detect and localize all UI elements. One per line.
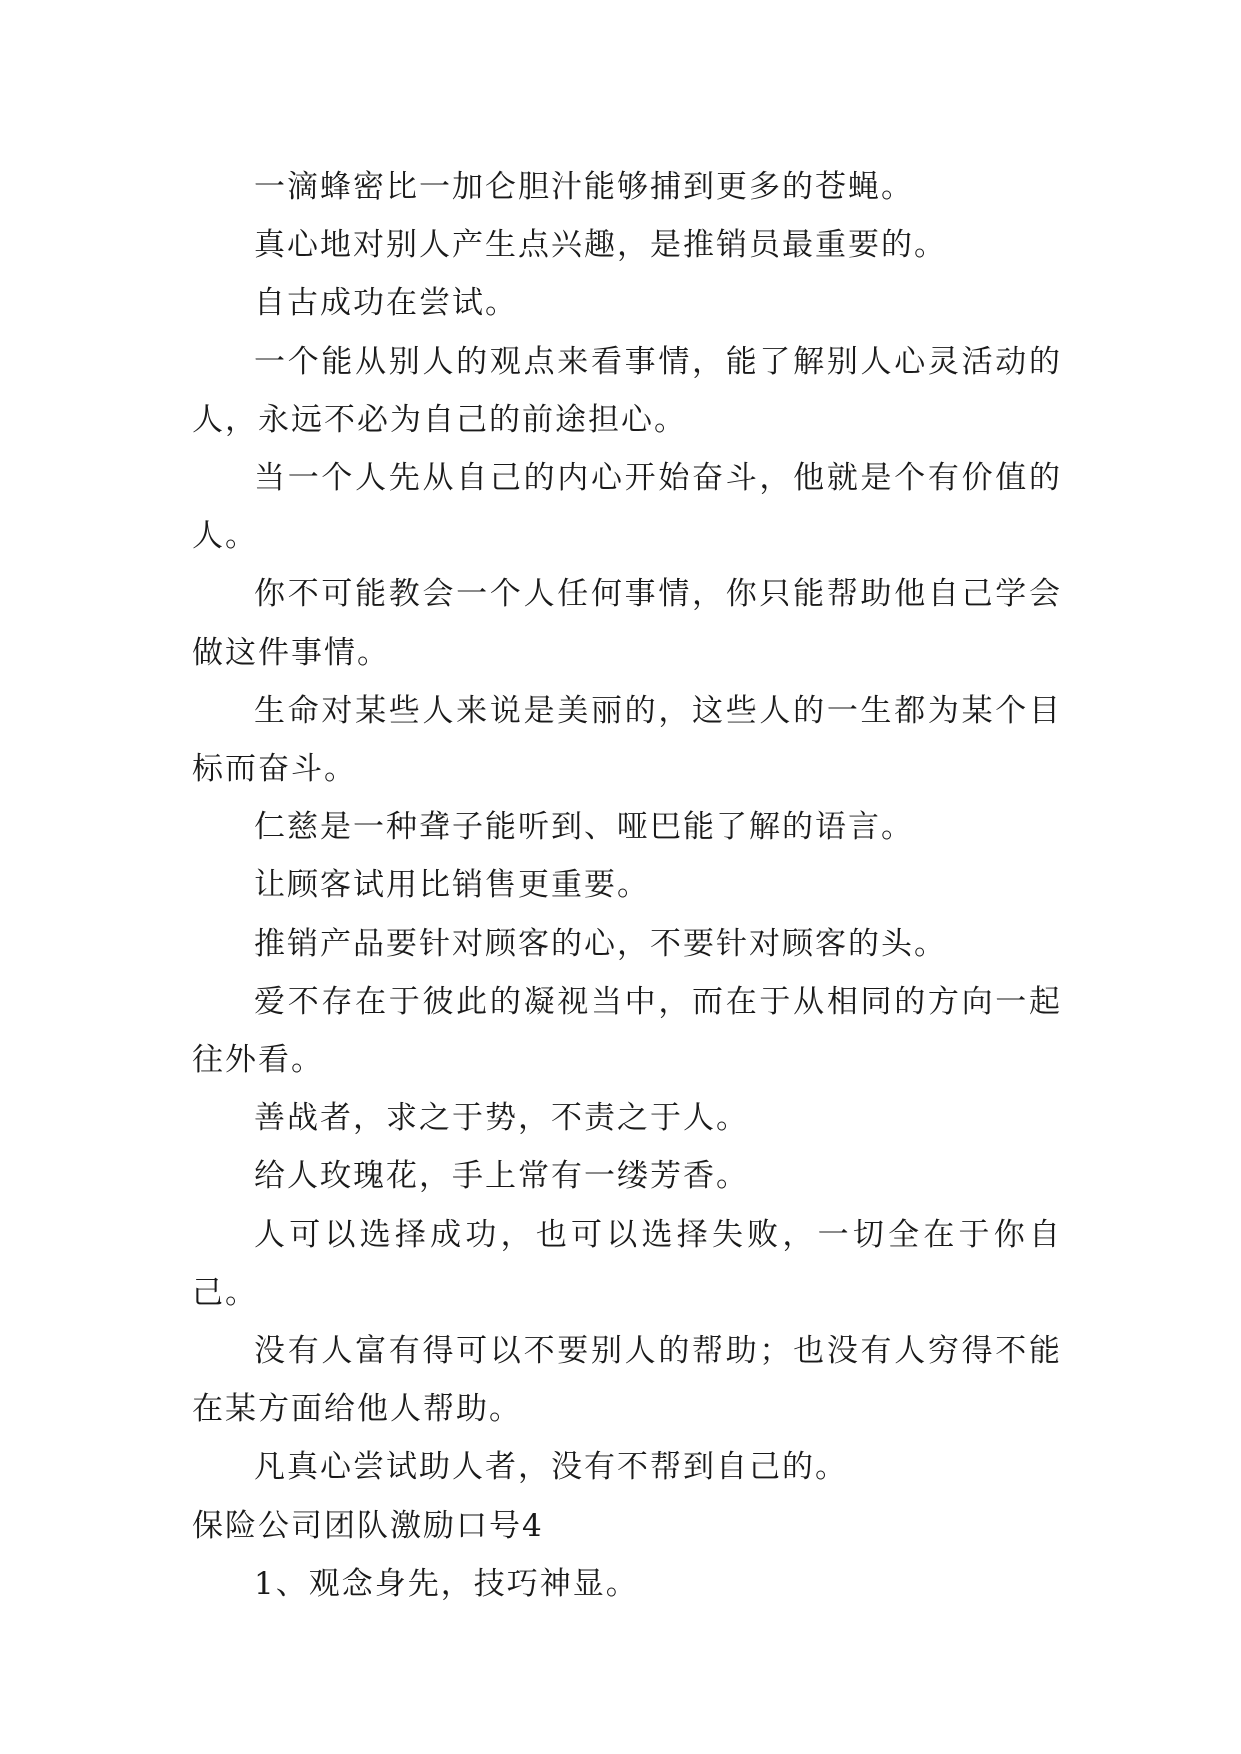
section-heading: 保险公司团队激励口号4 <box>192 1507 544 1544</box>
paragraph: 1、观念身先，技巧神显。 <box>254 1565 639 1602</box>
paragraph: 仁慈是一种聋子能听到、哑巴能了解的语言。 <box>254 809 914 846</box>
paragraph: 生命对某些人来说是美丽的，这些人的一生都为某个目标而奋斗。 <box>192 692 1062 788</box>
paragraph: 自古成功在尝试。 <box>254 285 518 322</box>
paragraph: 让顾客试用比销售更重要。 <box>254 867 650 904</box>
paragraph: 凡真心尝试助人者，没有不帮到自己的。 <box>254 1449 848 1486</box>
paragraph: 善战者，求之于势，不责之于人。 <box>254 1100 749 1137</box>
paragraph: 你不可能教会一个人任何事情，你只能帮助他自己学会做这件事情。 <box>192 576 1062 671</box>
paragraph: 人可以选择成功，也可以选择失败，一切全在于你自己。 <box>192 1216 1062 1311</box>
document-body <box>192 158 1062 1613</box>
paragraph: 给人玫瑰花，手上常有一缕芳香。 <box>254 1158 749 1195</box>
paragraph: 没有人富有得可以不要别人的帮助；也没有人穷得不能在某方面给他人帮助。 <box>192 1333 1062 1428</box>
paragraph: 当一个人先从自己的内心开始奋斗，他就是个有价值的人。 <box>192 460 1062 555</box>
paragraph: 推销产品要针对顾客的心，不要针对顾客的头。 <box>254 925 947 962</box>
paragraph: 一滴蜂密比一加仑胆汁能够捕到更多的苍蝇。 <box>254 169 914 205</box>
paragraph: 真心地对别人产生点兴趣，是推销员最重要的。 <box>254 227 947 264</box>
paragraph: 一个能从别人的观点来看事情，能了解别人心灵活动的人，永远不必为自己的前途担心。 <box>192 343 1062 438</box>
paragraph: 爱不存在于彼此的凝视当中，而在于从相同的方向一起往外看。 <box>192 983 1062 1079</box>
